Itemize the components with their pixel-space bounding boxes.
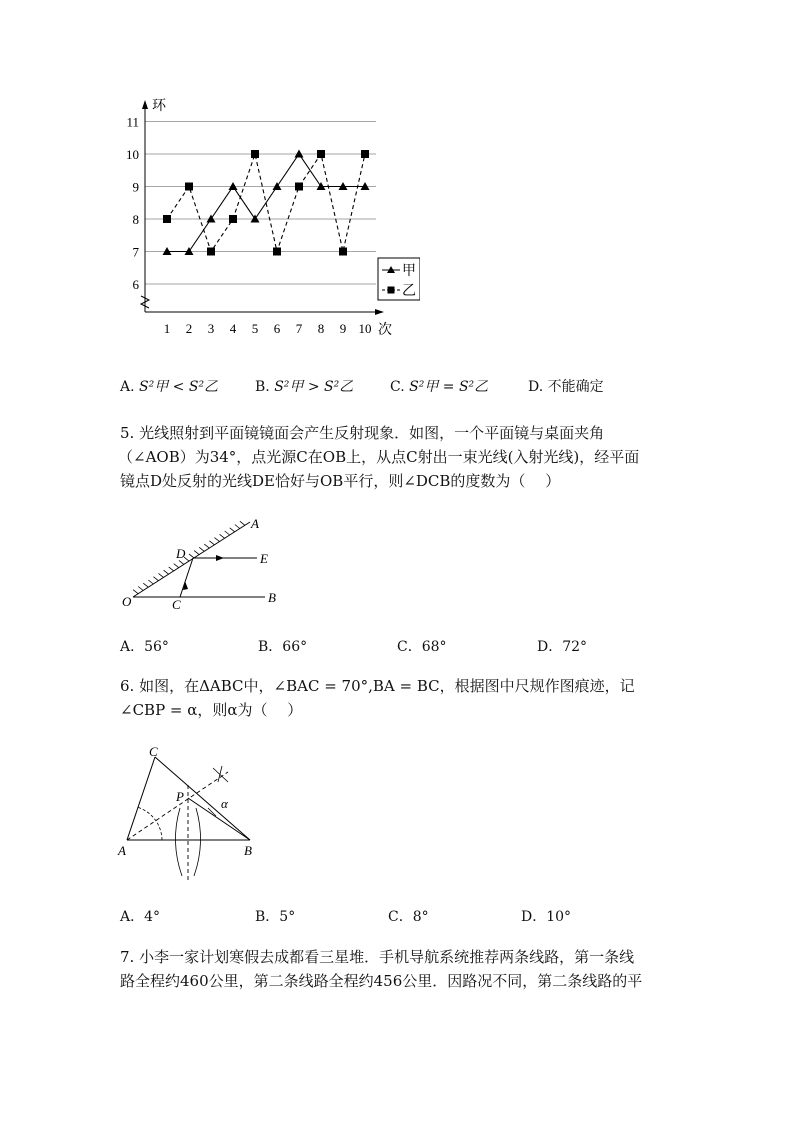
series-1-point-4 (229, 215, 237, 223)
series-1-point-10 (361, 150, 369, 158)
x-tick-8: 8 (317, 321, 325, 336)
series-1-point-5 (251, 150, 259, 158)
label-a: A (251, 516, 259, 531)
segment-pb (188, 798, 250, 840)
y-tick-7: 7 (132, 244, 139, 260)
q5-line-1: 5. 光线照射到平面镜镜面会产生反射现象．如图，一个平面镜与桌面夹角 (120, 424, 605, 442)
bisector-ap (127, 772, 228, 840)
x-tick-3: 3 (207, 321, 215, 336)
label-d: D (176, 546, 186, 561)
side-ac (127, 757, 155, 840)
y-tick-labels (126, 115, 140, 293)
series-1-point-7 (295, 183, 303, 191)
series-0-point-3 (207, 215, 216, 223)
q5-option-c: C．68° (397, 639, 447, 655)
mirror-line-oa (133, 522, 250, 597)
series-1-point-8 (317, 150, 325, 158)
series-0-point-4 (229, 182, 238, 190)
q6-option-b: B．5° (255, 909, 296, 925)
label-b: B (244, 843, 252, 858)
triangle-construction-figure (115, 740, 265, 885)
series-0-point-7 (295, 150, 304, 158)
y-axis-label: 环 (152, 99, 166, 114)
x-tick-7: 7 (295, 321, 303, 336)
incident-ray-cd (180, 558, 193, 597)
legend-label-jia: 甲 (402, 264, 416, 279)
y-axis-arrow (142, 100, 148, 109)
q4-option-c: C. S²甲 = S²乙 (390, 379, 489, 395)
q5-line-2: （∠AOB）为34°，点光源C在OB上，从点C射出一束光线(入射光线)，经平面 (118, 448, 640, 466)
q4-option-a-formula: S²甲 < S²乙 (139, 379, 219, 395)
x-tick-4: 4 (229, 321, 237, 336)
compass-arc-right (194, 808, 201, 876)
q6-option-c: C．8° (388, 909, 429, 925)
q4-option-d: D. 不能确定 (528, 379, 604, 395)
series-1-point-6 (273, 248, 281, 256)
x-tick-2: 2 (185, 321, 193, 336)
q7-line-1: 7. 小李一家计划寒假去成都看三星堆．手机导航系统推荐两条线路，第一条线 (120, 948, 635, 966)
x-tick-labels (164, 321, 372, 336)
legend-marker-yi (388, 287, 395, 294)
q5-option-b: B．66° (258, 639, 308, 655)
q6-option-a: A．4° (120, 909, 161, 925)
compass-mark-top (213, 766, 228, 782)
mirror-figure (115, 510, 295, 615)
label-a: A (118, 843, 126, 858)
label-c: C (149, 744, 158, 759)
reflected-ray-arrow (216, 555, 224, 561)
series-1-point-9 (339, 248, 347, 256)
series-1-point-1 (163, 215, 171, 223)
series-0-point-5 (251, 215, 260, 223)
chart-gridlines (145, 122, 376, 285)
side-cb (155, 757, 250, 840)
axis-break-mark (141, 296, 149, 308)
compass-arc-left (175, 808, 182, 876)
x-tick-1: 1 (163, 321, 171, 336)
legend-label-yi: 乙 (402, 284, 416, 299)
series-line-0 (167, 154, 365, 252)
label-e: E (260, 551, 268, 566)
y-tick-9: 9 (132, 179, 139, 195)
q5-line-3: 镜点D处反射的光线DE恰好与OB平行，则∠DCB的度数为（ ） (120, 472, 561, 490)
q5-option-d: D．72° (537, 639, 588, 655)
chart-series (163, 150, 370, 256)
x-tick-6: 6 (273, 321, 281, 336)
chart-legend (378, 258, 420, 300)
q6-option-d: D．10° (521, 909, 572, 925)
label-b: B (268, 590, 276, 605)
y-tick-10: 10 (126, 147, 139, 162)
q7-line-2: 路全程约460公里，第二条线路全程约456公里．因路况不同，第二条线路的平 (120, 972, 643, 990)
label-p: P (176, 789, 184, 804)
x-tick-10: 10 (358, 321, 372, 336)
score-line-chart (120, 90, 420, 350)
q6-line-1: 6. 如图，在ΔABC中，∠BAC = 70°,BA = BC，根据图中尺规作图痕迹，记 (120, 677, 635, 695)
label-o: O (122, 594, 132, 609)
label-alpha: α (221, 796, 228, 811)
x-tick-9: 9 (339, 321, 347, 336)
q4-option-c-formula: S²甲 = S²乙 (409, 379, 489, 395)
y-tick-8: 8 (132, 212, 139, 227)
series-1-point-2 (185, 183, 193, 191)
y-tick-11: 11 (126, 114, 139, 130)
q5-option-a: A．56° (120, 639, 169, 655)
x-axis-arrow (375, 309, 384, 315)
q4-option-b-formula: S²甲 > S²乙 (274, 379, 354, 395)
x-axis-label: 次 (378, 323, 392, 338)
y-tick-6: 6 (132, 277, 139, 292)
q4-option-a: A. S²甲 < S²乙 (120, 379, 219, 395)
x-tick-5: 5 (251, 321, 259, 336)
q4-option-b: B. S²甲 > S²乙 (255, 379, 354, 395)
angle-arc-a (137, 807, 162, 840)
label-c: C (172, 597, 181, 612)
series-1-point-3 (207, 248, 215, 256)
q6-line-2: ∠CBP = α，则α为（ ） (120, 701, 303, 719)
series-0-point-6 (273, 182, 282, 190)
